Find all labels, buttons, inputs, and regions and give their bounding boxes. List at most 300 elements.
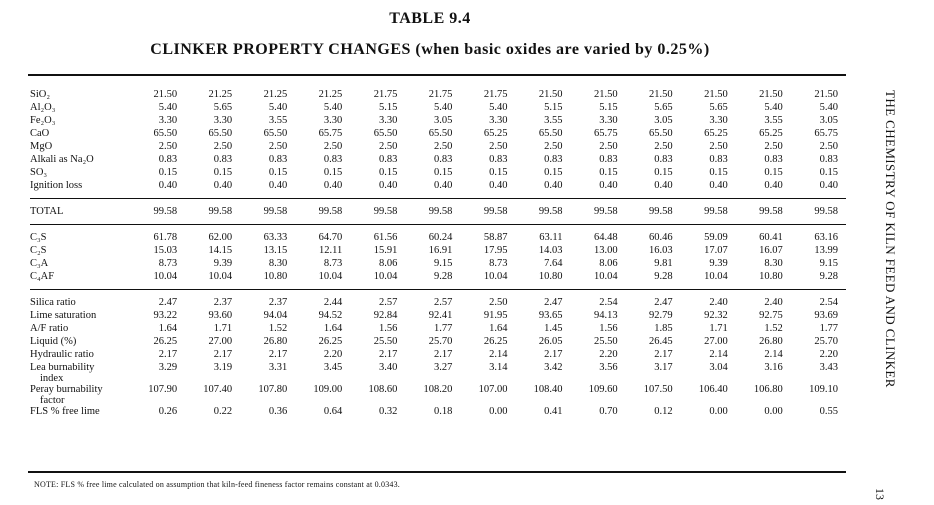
table-cell: 3.30 [378, 115, 398, 126]
table-cell: 2.17 [654, 349, 673, 360]
table-cell: 0.00 [764, 406, 783, 417]
table-cell: 26.80 [759, 336, 783, 347]
table-cell: 2.14 [709, 349, 728, 360]
table-cell: 21.50 [649, 89, 673, 100]
row-label: A/F ratio [30, 323, 69, 334]
table-cell: 10.04 [208, 271, 233, 282]
table-cell: 0.41 [544, 406, 563, 417]
row-label: Lime saturation [30, 310, 97, 321]
table-cell: 2.14 [764, 349, 783, 360]
table-cell: 9.39 [709, 258, 728, 269]
table-cell: 10.04 [593, 271, 618, 282]
table-cell: 9.28 [819, 271, 838, 282]
table-cell: 3.17 [654, 362, 673, 373]
table-cell: 26.25 [318, 336, 343, 347]
table-cell: 65.25 [704, 128, 728, 139]
row-label: TOTAL [30, 206, 64, 217]
table-cell: 26.80 [263, 336, 288, 347]
row-label: SO₃ [30, 167, 48, 178]
table-cell: 15.91 [373, 245, 398, 256]
table-cell: 16.91 [428, 245, 453, 256]
table-cell: 3.30 [489, 115, 508, 126]
table-cell: 0.83 [489, 154, 508, 165]
table-cell: 5.40 [158, 102, 178, 113]
table-cell: 0.83 [709, 154, 728, 165]
table-cell: 2.37 [213, 297, 233, 308]
table-cell: 3.55 [544, 115, 563, 126]
table-cell: 2.57 [378, 297, 398, 308]
table-cell: 1.52 [764, 323, 783, 334]
table-cell: 1.64 [158, 323, 178, 334]
table-cell: 3.45 [323, 362, 343, 373]
table-row [30, 348, 846, 361]
table-cell: 106.80 [753, 384, 783, 395]
table-cell: 107.00 [478, 384, 508, 395]
table-row [30, 335, 846, 348]
table-cell: 10.80 [538, 271, 563, 282]
table-cell: 63.16 [814, 232, 838, 243]
table-row [30, 361, 846, 374]
table-cell: 1.71 [709, 323, 728, 334]
table-cell: 9.15 [434, 258, 453, 269]
table-cell: 3.42 [544, 362, 563, 373]
table-row [30, 88, 846, 101]
table-cell: 3.14 [489, 362, 508, 373]
table-cell: 1.77 [434, 323, 453, 334]
table-cell: 0.83 [819, 154, 838, 165]
table-cell: 0.40 [158, 180, 178, 191]
row-label: Peray burnability [30, 384, 103, 395]
table-cell: 17.95 [483, 245, 508, 256]
table-cell: 3.40 [378, 362, 398, 373]
table-cell: 26.45 [649, 336, 673, 347]
table-cell: 3.19 [213, 362, 233, 373]
table-cell: 0.12 [654, 406, 673, 417]
table-cell: 2.47 [158, 297, 178, 308]
table-row [30, 257, 846, 270]
table-cell: 2.17 [268, 349, 288, 360]
table-cell: 59.09 [704, 232, 728, 243]
clinker-property-table [30, 88, 846, 418]
table-cell: 108.40 [533, 384, 563, 395]
table-cell: 94.52 [318, 310, 343, 321]
table-cell: 0.40 [654, 180, 673, 191]
table-cell: 65.75 [318, 128, 343, 139]
table-cell: 2.50 [434, 141, 453, 152]
table-row [30, 127, 846, 140]
table-cell: 2.50 [544, 141, 563, 152]
table-row [30, 231, 846, 244]
table-cell: 64.48 [593, 232, 618, 243]
table-row [30, 153, 846, 166]
table-cell: 107.80 [258, 384, 288, 395]
table-cell: 0.15 [599, 167, 618, 178]
table-cell: 5.40 [434, 102, 453, 113]
table-cell: 3.43 [819, 362, 838, 373]
table-cell: 60.24 [428, 232, 453, 243]
top-rule [28, 74, 846, 76]
table-cell: 3.05 [819, 115, 838, 126]
table-cell: 0.40 [599, 180, 618, 191]
table-cell: 64.70 [318, 232, 343, 243]
table-cell: 63.33 [263, 232, 288, 243]
table-cell: 99.58 [593, 206, 618, 217]
table-cell: 3.05 [654, 115, 673, 126]
table-cell: 0.15 [764, 167, 783, 178]
table-cell: 0.40 [213, 180, 233, 191]
table-row [30, 179, 846, 192]
table-cell: 99.58 [538, 206, 563, 217]
table-cell: 107.50 [643, 384, 673, 395]
table-cell: 3.30 [323, 115, 343, 126]
page-number: 13 [873, 488, 887, 500]
table-cell: 13.99 [814, 245, 838, 256]
table-cell: 12.11 [319, 245, 343, 256]
table-cell: 10.04 [373, 271, 398, 282]
table-cell: 1.64 [489, 323, 508, 334]
table-cell: 2.50 [323, 141, 343, 152]
table-cell: 61.78 [153, 232, 178, 243]
table-cell: 2.50 [489, 297, 508, 308]
table-cell: 1.56 [599, 323, 618, 334]
table-cell: 0.83 [599, 154, 618, 165]
table-row [30, 205, 846, 218]
table-cell: 92.41 [428, 310, 453, 321]
table-cell: 0.15 [213, 167, 233, 178]
table-cell: 1.45 [544, 323, 563, 334]
table-caption: CLINKER PROPERTY CHANGES (when basic oxides are varied by 0.25%) [150, 41, 710, 58]
table-cell: 3.30 [709, 115, 728, 126]
table-cell: 2.57 [434, 297, 453, 308]
table-row [30, 383, 846, 396]
table-cell: 0.40 [764, 180, 783, 191]
table-cell: 2.50 [268, 141, 288, 152]
table-cell: 2.17 [378, 349, 398, 360]
table-cell: 21.50 [814, 89, 838, 100]
table-cell: 3.31 [268, 362, 288, 373]
table-cell: 2.50 [764, 141, 783, 152]
table-cell: 8.30 [764, 258, 783, 269]
table-cell: 65.75 [814, 128, 838, 139]
table-cell: 0.40 [323, 180, 343, 191]
table-cell: 99.58 [208, 206, 233, 217]
table-cell: 93.60 [208, 310, 233, 321]
table-cell: 99.58 [428, 206, 453, 217]
table-cell: 58.87 [483, 232, 508, 243]
table-row [30, 270, 846, 283]
table-cell: 26.05 [538, 336, 563, 347]
table-cell: 8.06 [378, 258, 398, 269]
table-cell: 15.03 [153, 245, 178, 256]
table-cell: 5.65 [654, 102, 673, 113]
table-cell: 2.50 [378, 141, 398, 152]
table-cell: 1.52 [268, 323, 288, 334]
table-cell: 8.30 [268, 258, 288, 269]
table-cell: 108.60 [368, 384, 398, 395]
row-label: Fe₂O₃ [30, 115, 56, 126]
table-cell: 0.32 [378, 406, 398, 417]
table-cell: 99.58 [814, 206, 838, 217]
table-row [30, 309, 846, 322]
table-cell: 108.20 [423, 384, 453, 395]
table-cell: 0.26 [158, 406, 178, 417]
table-cell: 92.32 [704, 310, 728, 321]
table-cell: 27.00 [208, 336, 233, 347]
table-cell: 3.29 [158, 362, 178, 373]
table-cell: 63.11 [539, 232, 563, 243]
table-cell: 0.83 [268, 154, 288, 165]
table-cell: 65.50 [153, 128, 178, 139]
table-cell: 92.84 [373, 310, 398, 321]
table-cell: 2.20 [323, 349, 343, 360]
table-number: TABLE 9.4 [389, 10, 471, 27]
row-label: C₄AF [30, 271, 55, 282]
table-cell: 0.40 [709, 180, 728, 191]
table-cell: 0.83 [213, 154, 233, 165]
table-cell: 0.22 [213, 406, 233, 417]
table-cell: 0.00 [709, 406, 728, 417]
table-cell: 9.15 [819, 258, 838, 269]
table-cell: 2.40 [764, 297, 783, 308]
table-cell: 5.40 [323, 102, 343, 113]
table-cell: 0.40 [489, 180, 508, 191]
table-cell: 65.50 [263, 128, 288, 139]
row-label: Lea burnability [30, 362, 95, 373]
table-cell: 94.13 [593, 310, 618, 321]
table-cell: 0.15 [544, 167, 563, 178]
table-cell: 21.50 [593, 89, 618, 100]
table-cell: 0.40 [378, 180, 398, 191]
table-cell: 99.58 [153, 206, 178, 217]
row-label: C₃S [30, 232, 47, 243]
table-cell: 9.81 [654, 258, 673, 269]
table-cell: 2.44 [323, 297, 343, 308]
table-cell: 0.15 [489, 167, 508, 178]
table-row-continuation [30, 396, 846, 405]
table-cell: 0.15 [378, 167, 398, 178]
table-cell: 2.17 [434, 349, 453, 360]
table-cell: 3.30 [158, 115, 178, 126]
table-cell: 3.04 [709, 362, 728, 373]
table-cell: 25.50 [373, 336, 398, 347]
table-cell: 21.50 [759, 89, 783, 100]
table-row [30, 405, 846, 418]
table-cell: 2.47 [544, 297, 563, 308]
table-cell: 8.73 [489, 258, 508, 269]
table-cell: 0.36 [268, 406, 288, 417]
table-cell: 2.47 [654, 297, 673, 308]
table-cell: 1.56 [378, 323, 398, 334]
table-cell: 0.83 [323, 154, 343, 165]
table-cell: 65.25 [483, 128, 508, 139]
table-cell: 5.15 [599, 102, 618, 113]
table-cell: 21.75 [483, 89, 508, 100]
table-cell: 10.04 [483, 271, 508, 282]
table-cell: 5.65 [709, 102, 728, 113]
table-cell: 1.71 [213, 323, 233, 334]
table-cell: 99.58 [263, 206, 288, 217]
table-cell: 7.64 [544, 258, 563, 269]
row-label: Al₂O₃ [30, 102, 56, 113]
row-label: FLS % free lime [30, 406, 100, 417]
table-cell: 21.50 [153, 89, 178, 100]
table-cell: 99.58 [649, 206, 673, 217]
table-cell: 2.54 [599, 297, 618, 308]
table-cell: 5.65 [213, 102, 233, 113]
table-cell: 5.15 [544, 102, 563, 113]
table-cell: 92.79 [649, 310, 673, 321]
table-row [30, 140, 846, 153]
table-cell: 3.16 [764, 362, 783, 373]
table-cell: 14.15 [208, 245, 233, 256]
table-cell: 65.75 [593, 128, 618, 139]
table-cell: 109.00 [313, 384, 343, 395]
table-cell: 21.50 [538, 89, 563, 100]
table-cell: 0.83 [544, 154, 563, 165]
table-cell: 0.15 [268, 167, 288, 178]
table-cell: 94.04 [263, 310, 288, 321]
table-cell: 99.58 [318, 206, 343, 217]
table-cell: 10.04 [153, 271, 178, 282]
table-cell: 0.40 [434, 180, 453, 191]
table-cell: 10.04 [704, 271, 728, 282]
table-cell: 0.83 [654, 154, 673, 165]
table-cell: 26.25 [483, 336, 508, 347]
table-cell: 2.20 [599, 349, 618, 360]
table-cell: 2.50 [213, 141, 233, 152]
table-cell: 65.50 [373, 128, 398, 139]
table-cell: 0.83 [378, 154, 398, 165]
table-cell: 65.25 [759, 128, 783, 139]
table-cell: 106.40 [698, 384, 728, 395]
table-cell: 0.15 [158, 167, 178, 178]
table-cell: 107.90 [148, 384, 178, 395]
table-cell: 25.70 [814, 336, 838, 347]
table-note: NOTE: FLS % free lime calculated on assumption that kiln-feed fineness factor remains constant at 0.0343. [34, 480, 401, 489]
table-cell: 99.58 [483, 206, 508, 217]
table-row [30, 244, 846, 257]
table-cell: 99.58 [373, 206, 398, 217]
table-cell: 0.15 [819, 167, 838, 178]
table-cell: 10.80 [759, 271, 783, 282]
table-cell: 21.75 [373, 89, 398, 100]
table-cell: 2.50 [819, 141, 838, 152]
table-cell: 91.95 [483, 310, 508, 321]
table-cell: 93.65 [538, 310, 563, 321]
table-cell: 0.55 [819, 406, 838, 417]
table-cell: 3.55 [764, 115, 783, 126]
row-label: SiO₂ [30, 89, 51, 100]
table-cell: 93.69 [814, 310, 838, 321]
table-cell: 21.25 [263, 89, 288, 100]
table-cell: 10.04 [318, 271, 343, 282]
row-label: Ignition loss [30, 180, 83, 191]
bottom-rule [28, 471, 846, 473]
table-row [30, 114, 846, 127]
table-cell: 2.50 [158, 141, 178, 152]
table-cell: 92.75 [759, 310, 783, 321]
table-row [30, 296, 846, 309]
table-cell: 2.14 [489, 349, 508, 360]
table-cell: 21.75 [428, 89, 453, 100]
table-cell: 10.80 [263, 271, 288, 282]
table-cell: 99.58 [759, 206, 783, 217]
table-cell: 109.60 [588, 384, 618, 395]
table-cell: 2.37 [268, 297, 288, 308]
table-cell: 8.73 [323, 258, 343, 269]
table-cell: 3.55 [268, 115, 288, 126]
row-label: Liquid (%) [30, 336, 77, 347]
table-cell: 61.56 [373, 232, 398, 243]
table-cell: 2.17 [158, 349, 178, 360]
table-cell: 99.58 [704, 206, 728, 217]
table-cell: 13.00 [593, 245, 618, 256]
table-cell: 65.50 [538, 128, 563, 139]
table-cell: 26.25 [153, 336, 178, 347]
table-cell: 8.06 [599, 258, 618, 269]
table-cell: 3.56 [599, 362, 618, 373]
table-cell: 5.15 [378, 102, 398, 113]
table-cell: 9.28 [434, 271, 453, 282]
table-cell: 21.25 [208, 89, 233, 100]
table-cell: 0.18 [434, 406, 453, 417]
table-cell: 13.15 [263, 245, 288, 256]
table-cell: 5.40 [819, 102, 838, 113]
table-cell: 27.00 [704, 336, 728, 347]
table-cell: 25.70 [428, 336, 453, 347]
table-cell: 0.40 [268, 180, 288, 191]
table-cell: 17.07 [704, 245, 728, 256]
table-cell: 2.17 [544, 349, 563, 360]
row-label: Silica ratio [30, 297, 76, 308]
table-cell: 2.50 [599, 141, 618, 152]
table-cell: 21.25 [318, 89, 343, 100]
table-cell: 60.41 [759, 232, 783, 243]
table-cell: 1.64 [323, 323, 343, 334]
table-cell: 62.00 [208, 232, 233, 243]
table-cell: 0.83 [434, 154, 453, 165]
table-row [30, 166, 846, 179]
table-cell: 3.05 [434, 115, 453, 126]
row-label-continuation: index [40, 373, 64, 384]
table-cell: 65.50 [428, 128, 453, 139]
table-cell: 107.40 [203, 384, 233, 395]
row-label: Alkali as Na₂O [30, 154, 94, 165]
table-cell: 2.50 [489, 141, 508, 152]
table-cell: 0.15 [434, 167, 453, 178]
row-label: C₃A [30, 258, 49, 269]
table-cell: 1.85 [654, 323, 673, 334]
table-cell: 0.70 [599, 406, 618, 417]
row-label: Hydraulic ratio [30, 349, 94, 360]
table-body [30, 88, 846, 418]
table-cell: 109.10 [809, 384, 838, 395]
table-cell: 16.07 [759, 245, 783, 256]
table-cell: 3.30 [599, 115, 618, 126]
table-cell: 60.46 [649, 232, 673, 243]
row-label: CaO [30, 128, 50, 139]
table-cell: 9.28 [654, 271, 673, 282]
table-row-continuation [30, 374, 846, 383]
table-cell: 9.39 [213, 258, 233, 269]
table-row [30, 101, 846, 114]
table-cell: 0.15 [709, 167, 728, 178]
table-cell: 2.50 [709, 141, 728, 152]
table-cell: 0.83 [764, 154, 783, 165]
table-cell: 21.50 [704, 89, 728, 100]
table-cell: 5.40 [764, 102, 783, 113]
table-cell: 0.64 [323, 406, 343, 417]
